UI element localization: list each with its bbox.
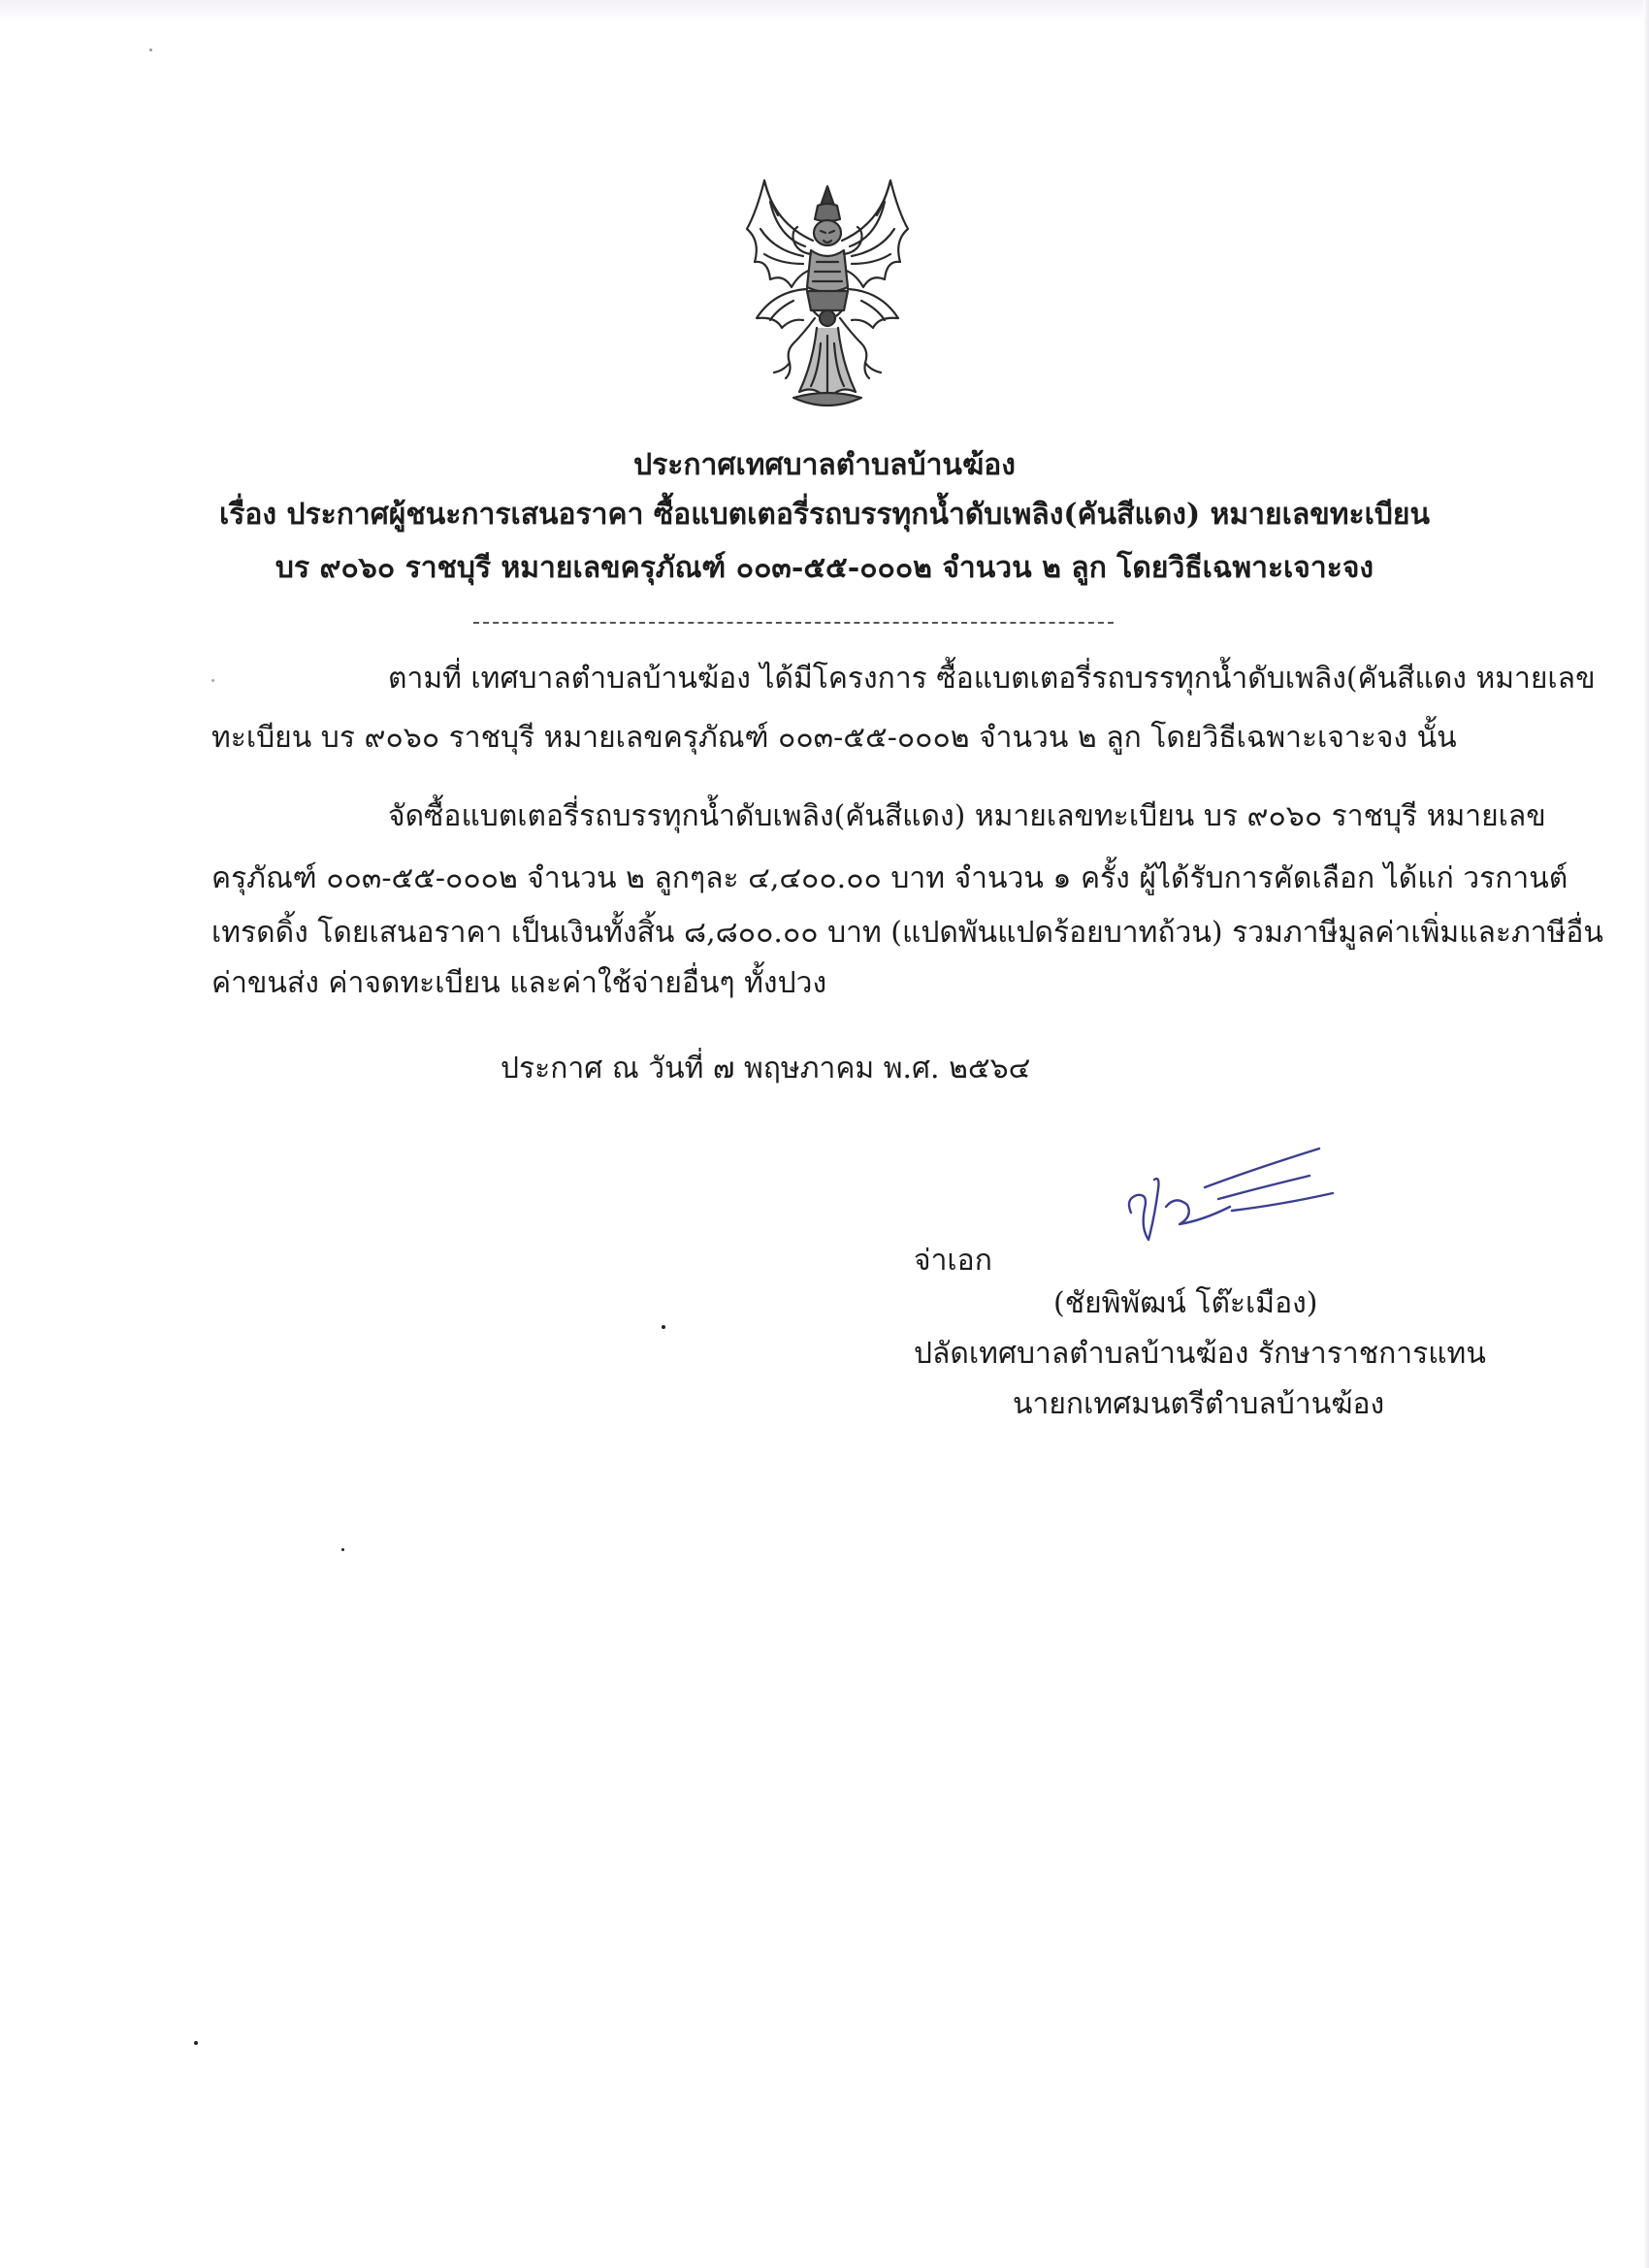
garuda-emblem-icon: [735, 173, 920, 421]
document-title: ประกาศเทศบาลตำบลบ้านฆ้อง: [633, 448, 1016, 482]
announcement-date: ประกาศ ณ วันที่ ๗ พฤษภาคม พ.ศ. ๒๕๖๔: [501, 1052, 1031, 1085]
subject-line-2: บร ๙๐๖๐ ราชบุรี หมายเลขครุภัณฑ์ ๐๐๓-๕๕-๐๐๐๒ จำนวน ๒ ลูก โดยวิธีเฉพาะเจาะจง: [275, 551, 1374, 585]
paragraph-1-line-2: ทะเบียน บร ๙๐๖๐ ราชบุรี หมายเลขครุภัณฑ์ ๐๐๓-๕๕-๐๐๐๒ จำนวน ๒ ลูก โดยวิธีเฉพาะเจาะจง นั้น: [211, 721, 1457, 755]
signer-name: (ชัยพิพัฒน์ โต๊ะเมือง): [1053, 1286, 1318, 1320]
scan-speck: [341, 1548, 344, 1551]
signer-position-line-1: ปลัดเทศบาลตำบลบ้านฆ้อง รักษาราชการแทน: [914, 1337, 1486, 1371]
scan-top-band: [0, 0, 1649, 21]
scan-speck: [194, 2041, 198, 2045]
paragraph-2-line-4: ค่าขนส่ง ค่าจดทะเบียน และค่าใช้จ่ายอื่นๆ ทั้งปวง: [211, 966, 827, 1000]
paragraph-2-line-3: เทรดดิ้ง โดยเสนอราคา เป็นเงินทั้งสิ้น ๘,๘๐๐.๐๐ บาท (แปดพันแปดร้อยบาทถ้วน) รวมภาษีมูลค่าเพิ่มและภาษีอื่น: [211, 916, 1603, 950]
paragraph-2-line-1: จัดซื้อแบตเตอรี่รถบรรทุกน้ำดับเพลิง(คันสีแดง) หมายเลขทะเบียน บร ๙๐๖๐ ราชบุรี หมายเลข: [388, 799, 1546, 833]
scan-right-edge: [1643, 0, 1649, 2268]
subject-line-1: เรื่อง ประกาศผู้ชนะการเสนอราคา ซื้อแบตเตอรี่รถบรรทุกน้ำดับเพลิง(คันสีแดง) หมายเลขทะเบียน: [218, 498, 1430, 532]
dashed-divider: [473, 622, 1114, 624]
scan-speck: [662, 1325, 665, 1329]
paragraph-2-line-2: ครุภัณฑ์ ๐๐๓-๕๕-๐๐๐๒ จำนวน ๒ ลูกๆละ ๔,๔๐๐.๐๐ บาท จำนวน ๑ ครั้ง ผู้ได้รับการคัดเลือก ได้แก่ วรกานต์: [211, 861, 1568, 895]
scan-speck: [149, 49, 152, 51]
signer-rank: จ่าเอก: [914, 1244, 992, 1278]
scan-speck: [211, 679, 214, 682]
signer-position-line-2: นายกเทศมนตรีตำบลบ้านฆ้อง: [1013, 1387, 1385, 1421]
paragraph-1-line-1: ตามที่ เทศบาลตำบลบ้านฆ้อง ได้มีโครงการ ซื้อแบตเตอรี่รถบรรทุกน้ำดับเพลิง(คันสีแดง หมายเลข: [388, 662, 1596, 696]
handwritten-signature: [1116, 1131, 1339, 1257]
